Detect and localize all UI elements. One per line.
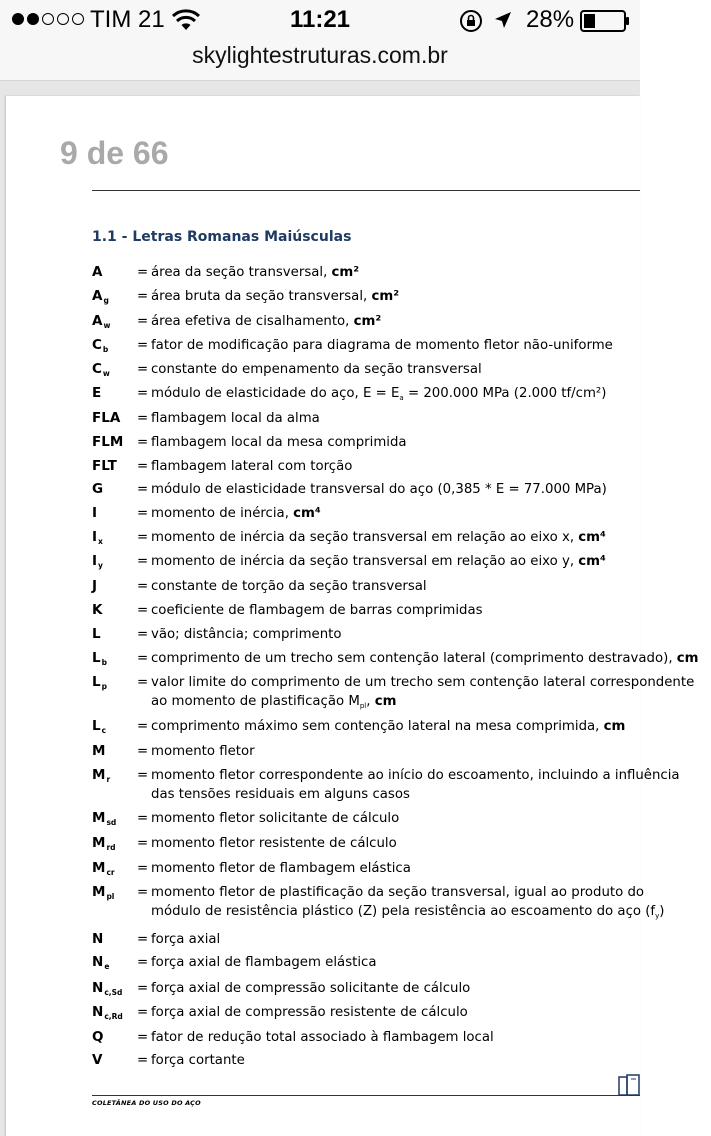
- equals-sign: =: [137, 861, 149, 876]
- symbol-letter: K: [92, 602, 103, 618]
- equals-sign: =: [137, 411, 149, 426]
- equals-sign: =: [137, 836, 149, 851]
- symbol: [92, 433, 136, 452]
- definition-line2-after: ): [659, 904, 665, 919]
- symbol-letter: M: [92, 743, 106, 759]
- equals-sign: =: [137, 265, 149, 280]
- symbol-subscript: b: [102, 345, 109, 354]
- symbol-letter: L: [92, 650, 101, 666]
- definition-text: momento fletor correspondente ao início do escoamento, incluindo a influência: [151, 768, 680, 783]
- symbol-letter: M: [92, 835, 106, 851]
- definition-subscript: a: [399, 394, 404, 402]
- symbol-letter: N: [92, 931, 104, 947]
- symbol: [92, 717, 136, 740]
- definition: [151, 312, 711, 331]
- equals-sign: =: [137, 744, 149, 759]
- url-text[interactable]: skylightestruturas.com.br: [192, 42, 448, 68]
- symbol: [92, 1003, 136, 1026]
- footer-divider: [92, 1095, 640, 1096]
- definition: [151, 1051, 711, 1070]
- symbol-letter: M: [92, 884, 106, 900]
- equals-sign: =: [137, 603, 149, 618]
- symbol: [92, 649, 136, 672]
- definition-text: momento de inércia,: [151, 506, 294, 521]
- unit: cm: [676, 651, 699, 666]
- symbol-letter: V: [92, 1052, 103, 1068]
- equals-sign: =: [137, 955, 149, 970]
- symbol: [92, 953, 136, 976]
- definition: [151, 1028, 711, 1047]
- symbol: [92, 480, 136, 499]
- symbol-letter: FLA: [92, 410, 121, 426]
- symbol-letter: N: [92, 1004, 104, 1020]
- equals-sign: =: [137, 459, 149, 474]
- definition-text: força axial de flambagem elástica: [151, 955, 377, 970]
- definition-text: módulo de elasticidade do aço, E = E: [151, 386, 400, 401]
- equals-sign: =: [137, 1053, 149, 1068]
- definition: [151, 457, 711, 476]
- equals-sign: =: [137, 981, 149, 996]
- definition-text: momento fletor solicitante de cálculo: [151, 811, 400, 826]
- symbol-subscript: y: [98, 561, 103, 570]
- definition-text: força axial de compressão resistente de cálculo: [151, 1005, 468, 1020]
- definition: [151, 649, 711, 668]
- symbol-subscript: b: [101, 658, 107, 667]
- battery-icon: [580, 10, 630, 32]
- equals-sign: =: [137, 651, 149, 666]
- status-bar: [0, 0, 640, 40]
- symbol-subscript: c,Rd: [104, 1012, 123, 1021]
- symbol: [92, 336, 136, 359]
- definition-line2: das tensões residuais em alguns casos: [151, 787, 410, 802]
- equals-sign: =: [137, 386, 149, 401]
- unit: cm: [374, 694, 397, 709]
- unit: cm²: [331, 265, 360, 280]
- equals-sign: =: [137, 932, 149, 947]
- symbol: [92, 883, 136, 906]
- definition: [151, 601, 711, 620]
- document-page: [6, 96, 699, 1136]
- symbol-letter: L: [92, 718, 101, 734]
- definition-text: fator de redução total associado à flambagem local: [151, 1030, 494, 1045]
- symbol-letter: L: [92, 674, 101, 690]
- equals-sign: =: [137, 1030, 149, 1045]
- definition-text: constante do empenamento da seção transversal: [151, 362, 482, 377]
- definition-text: fator de modificação para diagrama de momento fletor não-uniforme: [151, 338, 613, 353]
- symbol-letter: N: [92, 980, 104, 996]
- symbol-letter: I: [92, 529, 98, 545]
- symbol: [92, 287, 136, 310]
- symbol: [92, 384, 136, 403]
- symbol-subscript: cr: [106, 868, 115, 877]
- definition-text: momento fletor de flambagem elástica: [151, 861, 411, 876]
- symbol-subscript: sd: [106, 818, 117, 827]
- definition-text: momento fletor: [151, 744, 255, 759]
- symbol-letter: A: [92, 288, 103, 304]
- symbol: [92, 360, 136, 383]
- carrier-name: TIM 21: [90, 6, 165, 33]
- equals-sign: =: [137, 530, 149, 545]
- definition-text: força axial de compressão solicitante de cálculo: [151, 981, 471, 996]
- definition: [151, 263, 711, 282]
- symbol: [92, 766, 136, 789]
- location-arrow-icon: [493, 10, 513, 30]
- symbol-letter: A: [92, 264, 103, 280]
- definition: [151, 953, 711, 972]
- page-indicator: 9 de 66: [60, 135, 169, 171]
- symbol: [92, 504, 136, 523]
- unit: cm⁴: [578, 554, 606, 569]
- equals-sign: =: [137, 362, 149, 377]
- unit: cm⁴: [578, 530, 606, 545]
- definition: [151, 717, 711, 736]
- definition: [151, 384, 711, 408]
- symbol: [92, 312, 136, 335]
- symbol: [92, 930, 136, 949]
- symbol-letter: G: [92, 481, 104, 497]
- symbol-subscript: rd: [106, 843, 116, 852]
- equals-sign: =: [137, 289, 149, 304]
- definition-text: valor limite do comprimento de um trecho sem contenção lateral correspondente: [151, 675, 695, 690]
- definition-text: força axial: [151, 932, 221, 947]
- definition-text: força cortante: [151, 1053, 245, 1068]
- footer-text: COLETÂNEA DO USO DO AÇO: [92, 1099, 201, 1107]
- symbol-subscript: c: [101, 726, 107, 735]
- equals-sign: =: [137, 719, 149, 734]
- definition-text: momento de inércia da seção transversal em relação ao eixo y,: [151, 554, 579, 569]
- definition-line2: ao momento de plastificação M: [151, 694, 360, 709]
- definition: [151, 1003, 711, 1022]
- equals-sign: =: [137, 554, 149, 569]
- symbol-subscript: g: [103, 296, 109, 305]
- definition: [151, 979, 711, 998]
- definition-text: flambagem lateral com torção: [151, 459, 353, 474]
- symbol: [92, 809, 136, 832]
- symbol-letter: I: [92, 553, 98, 569]
- symbol: [92, 742, 136, 761]
- definition-text: comprimento de um trecho sem contenção lateral (comprimento destravado),: [151, 651, 677, 666]
- symbol: [92, 457, 136, 476]
- definition: [151, 360, 711, 379]
- rotation-lock-icon: [459, 9, 483, 33]
- clock: 11:21: [289, 6, 351, 33]
- definition-text: momento de inércia da seção transversal em relação ao eixo x,: [151, 530, 579, 545]
- equals-sign: =: [137, 1005, 149, 1020]
- symbol-subscript: pl: [106, 892, 115, 901]
- definition-text: momento fletor resistente de cálculo: [151, 836, 397, 851]
- symbol-letter: C: [92, 361, 102, 377]
- equals-sign: =: [137, 811, 149, 826]
- definition-line2-after: ,: [366, 694, 375, 709]
- symbol: [92, 552, 136, 575]
- symbol-subscript: p: [101, 682, 107, 691]
- symbol: [92, 834, 136, 857]
- symbol: [92, 625, 136, 644]
- symbol: [92, 263, 136, 282]
- definition: [151, 766, 711, 804]
- definition: [151, 742, 711, 761]
- equals-sign: =: [137, 338, 149, 353]
- definition: [151, 336, 711, 355]
- definition-text: momento fletor de plastificação da seção transversal, igual ao produto do: [151, 885, 645, 900]
- definition: [151, 673, 711, 716]
- definition: [151, 809, 711, 828]
- equals-sign: =: [137, 435, 149, 450]
- unit: cm²: [371, 289, 400, 304]
- definition-text: flambagem local da alma: [151, 411, 320, 426]
- definition: [151, 409, 711, 428]
- equals-sign: =: [137, 579, 149, 594]
- battery-percentage: 28%: [526, 6, 575, 33]
- unit: cm⁴: [293, 506, 321, 521]
- section-title: 1.1 - Letras Romanas Maiúsculas: [92, 229, 352, 245]
- symbol-subscript: r: [106, 775, 111, 784]
- symbol-letter: M: [92, 810, 106, 826]
- header-divider: [92, 190, 640, 191]
- definition-text: flambagem local da mesa comprimida: [151, 435, 407, 450]
- equals-sign: =: [137, 675, 149, 690]
- symbol: [92, 1051, 136, 1070]
- equals-sign: =: [137, 627, 149, 642]
- definition: [151, 287, 711, 306]
- equals-sign: =: [137, 506, 149, 521]
- symbol-letter: FLM: [92, 434, 124, 450]
- definition: [151, 883, 711, 926]
- symbol-letter: L: [92, 626, 101, 642]
- equals-sign: =: [137, 885, 149, 900]
- symbol: [92, 601, 136, 620]
- symbol: [92, 673, 136, 696]
- symbol-subscript: w: [103, 321, 111, 330]
- definition: [151, 930, 711, 949]
- symbol-letter: J: [92, 578, 98, 594]
- book-logo-icon: [617, 1073, 641, 1097]
- address-bar[interactable]: [0, 40, 640, 81]
- definition-text: vão; distância; comprimento: [151, 627, 342, 642]
- definition-text: constante de torção da seção transversal: [151, 579, 427, 594]
- definition-text: coeficiente de flambagem de barras comprimidas: [151, 603, 483, 618]
- symbol-letter: C: [92, 337, 102, 353]
- symbol-letter: I: [92, 505, 98, 521]
- symbol-letter: M: [92, 860, 106, 876]
- definition-text: área efetiva de cisalhamento,: [151, 314, 354, 329]
- symbol: [92, 859, 136, 882]
- definition-text: módulo de elasticidade transversal do aço (0,385 * E = 77.000 MPa): [151, 482, 607, 497]
- definition-text: comprimento máximo sem contenção lateral na mesa comprimida,: [151, 719, 604, 734]
- symbol-letter: A: [92, 313, 103, 329]
- unit: cm²: [353, 314, 382, 329]
- unit: cm: [603, 719, 626, 734]
- symbol-subscript: w: [102, 369, 110, 378]
- definition-line2-subscript: pl: [359, 702, 367, 710]
- equals-sign: =: [137, 768, 149, 783]
- symbol-letter: N: [92, 954, 104, 970]
- definition: [151, 577, 711, 596]
- definition: [151, 834, 711, 853]
- definition-line2-subscript: y: [655, 912, 660, 920]
- symbol-subscript: e: [104, 962, 110, 971]
- definition: [151, 859, 711, 878]
- symbol: [92, 1028, 136, 1047]
- symbol: [92, 409, 136, 428]
- symbol: [92, 528, 136, 551]
- equals-sign: =: [137, 314, 149, 329]
- symbol-letter: M: [92, 767, 106, 783]
- symbol: [92, 979, 136, 1002]
- equals-sign: =: [137, 482, 149, 497]
- definition-text-after: = 200.000 MPa (2.000 tf/cm²): [403, 386, 607, 401]
- symbol: [92, 577, 136, 596]
- symbol-letter: Q: [92, 1029, 104, 1045]
- definition: [151, 433, 711, 452]
- definition-text: área bruta da seção transversal,: [151, 289, 372, 304]
- definition: [151, 625, 711, 644]
- definition-text: área da seção transversal,: [151, 265, 332, 280]
- document-viewer[interactable]: [0, 81, 699, 1136]
- definition: [151, 504, 711, 523]
- definition: [151, 528, 711, 547]
- definition-line2: módulo de resistência plástico (Z) pela resistência ao escoamento do aço (f: [151, 904, 656, 919]
- symbol-subscript: x: [98, 537, 103, 546]
- symbol-subscript: c,Sd: [104, 988, 123, 997]
- definition: [151, 552, 711, 571]
- definition: [151, 480, 711, 499]
- symbol-letter: FLT: [92, 458, 117, 474]
- symbol-letter: E: [92, 385, 102, 401]
